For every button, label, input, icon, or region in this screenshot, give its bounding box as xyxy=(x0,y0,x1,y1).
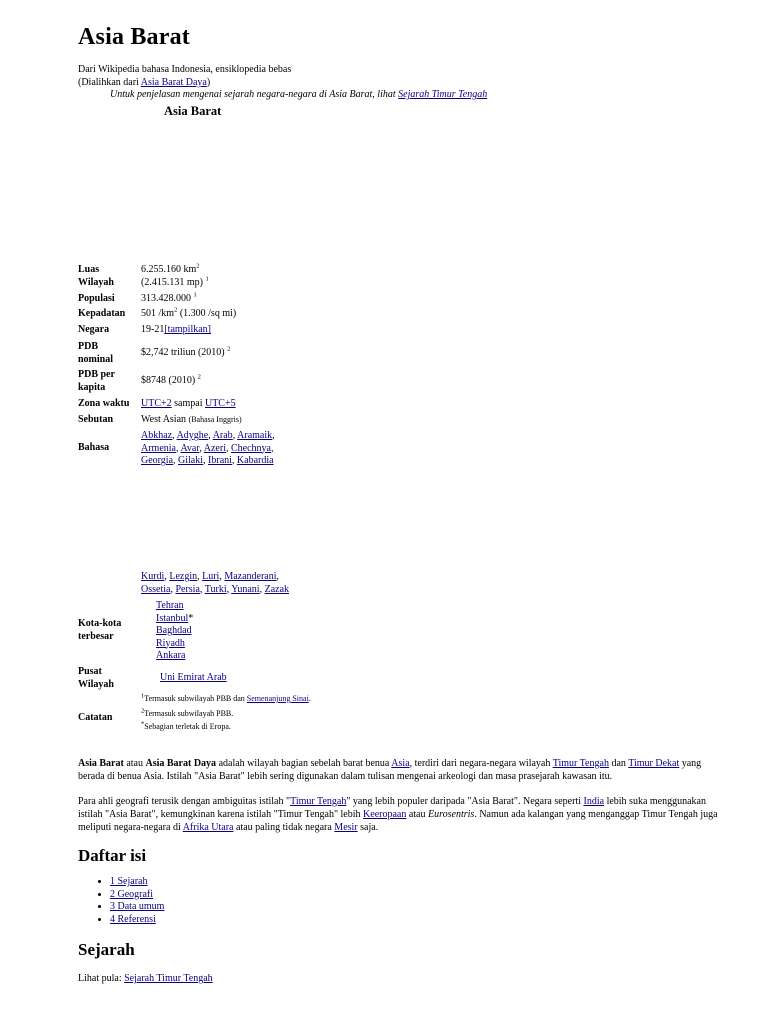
luas-ref: 1 xyxy=(205,275,209,283)
bahasa-list-bottom xyxy=(141,571,341,596)
toc-link[interactable]: 3 Data umum xyxy=(110,901,165,912)
bahasa-link[interactable]: Abkhaz xyxy=(141,430,173,441)
negara-show-toggle[interactable]: [tampilkan] xyxy=(164,324,211,335)
infobox-title: Asia Barat xyxy=(164,104,222,118)
kota-item xyxy=(156,650,396,663)
pdb-kapita-label: PDB per xyxy=(78,369,115,380)
bahasa-link[interactable]: Arab xyxy=(212,430,233,441)
bahasa-link[interactable]: Adyghe xyxy=(176,430,209,441)
sebutan-label: Sebutan xyxy=(78,414,114,425)
kota-item xyxy=(156,625,396,638)
zona-mid: sampai xyxy=(171,398,205,409)
india-link[interactable]: India xyxy=(583,796,605,807)
pusat-label: Pusat xyxy=(78,666,102,677)
bahasa-link[interactable]: Ibrani xyxy=(208,455,232,466)
pdb-nominal-label-2: nominal xyxy=(78,353,114,365)
luas-sup: 2 xyxy=(196,262,200,270)
bahasa-link[interactable]: Azeri xyxy=(203,442,226,454)
redirect-link[interactable]: Asia Barat Daya xyxy=(140,77,207,88)
afrika-utara-link[interactable]: Afrika Utara xyxy=(182,821,234,833)
kepadatan-sup: 2 xyxy=(174,306,178,314)
hatnote-text: Untuk penjelasan mengenai sejarah negara-negara di Asia Barat, lihat xyxy=(110,89,399,100)
kota-label: Kota-kota xyxy=(78,618,122,629)
populasi-value: 313.428.000 xyxy=(141,293,191,304)
bahasa-line: Abkhaz, Adyghe, Arab, Aramaik, xyxy=(141,430,275,441)
bahasa-list-top xyxy=(141,430,341,468)
pusat-link[interactable]: Uni Emirat Arab xyxy=(160,672,227,683)
kepadatan-label: Kepadatan xyxy=(78,308,126,319)
page-title: Asia Barat xyxy=(78,24,190,50)
kota-item xyxy=(156,638,396,651)
pdb-nominal-value: $2,742 triliun (2010) xyxy=(141,347,225,358)
sebutan-lang: (Bahasa Inggris) xyxy=(188,415,242,424)
pdb-nominal-ref: 2 xyxy=(227,345,231,353)
redirect-prefix: (Dialihkan dari xyxy=(78,77,141,88)
bahasa-link[interactable]: Luri xyxy=(202,571,220,582)
kepadatan-value-sqmi: (1.300 /sq mi) xyxy=(177,308,237,319)
intro-paragraph: Asia Barat atau Asia Barat Daya adalah wilayah bagian sebelah barat benua Asia, terdiri dari negara-negara wilayah Timur Tengah dan Timur Dekat yang berada di benua Asia. Istilah "Asia Barat" lebih sering digunakan dalam tulisan mengenai arkeologi dan masa prasejarah kawasan itu. xyxy=(78,758,702,782)
toc-item xyxy=(110,876,164,889)
negara-label: Negara xyxy=(78,324,110,335)
bahasa-link[interactable]: Aramaik xyxy=(237,430,273,441)
toc-link[interactable]: 1 Sejarah xyxy=(110,876,148,887)
kota-link[interactable]: Tehran xyxy=(156,600,184,611)
bahasa-line: Armenia, Avar, Azeri, Chechnya, xyxy=(141,442,274,454)
bahasa-link[interactable]: Zazak xyxy=(264,583,290,595)
bahasa-link[interactable]: Turki xyxy=(204,583,227,595)
bahasa-link[interactable]: Georgia xyxy=(141,455,174,466)
toc-link[interactable]: 2 Geografi xyxy=(110,888,154,900)
kota-label-2: terbesar xyxy=(78,630,114,642)
redirect-suffix: ) xyxy=(206,77,211,88)
populasi-label: Populasi xyxy=(78,293,115,304)
luas-value-mp: (2.415.131 mp) xyxy=(141,276,203,288)
pdb-kapita-value: $8748 (2010) xyxy=(141,375,196,386)
utc5-link[interactable]: UTC+5 xyxy=(204,398,236,409)
bahasa-line: Ossetia, Persia, Turki, Yunani, Zazak xyxy=(141,583,290,595)
kota-item xyxy=(156,600,396,613)
kota-item xyxy=(156,613,396,626)
mesir-link[interactable]: Mesir xyxy=(334,821,358,833)
bahasa-link[interactable]: Kabardia xyxy=(236,455,274,466)
kota-link[interactable]: Baghdad xyxy=(156,625,192,636)
toc-item xyxy=(110,889,164,902)
bahasa-link[interactable]: Kurdi xyxy=(141,571,165,582)
hatnote xyxy=(110,89,487,102)
kota-link[interactable]: Ankara xyxy=(156,650,186,661)
bahasa-link[interactable]: Persia xyxy=(175,583,200,595)
keeropaan-link[interactable]: Keeropaan xyxy=(363,808,407,820)
redirect-note xyxy=(78,77,210,90)
note-3: *Sebagian terletak di Eropa. xyxy=(141,720,231,731)
see-also: Lihat pula: Sejarah Timur Tengah xyxy=(78,973,213,984)
second-paragraph: Para ahli geografi terusik dengan ambiguitas istilah "Timur Tengah" yang lebih populer daripada "Asia Barat". Negara seperti India lebih suka menggunakan istilah "Asia Barat", kemungkinan karena istilah "Timur Tengah" lebih Keeropaan atau Eurosentris. Namun ada kalangan yang menganggap Timur Tengah juga meliputi negara-negara di Afrika Utara atau paling tidak negara Mesir saja. xyxy=(78,796,718,833)
hatnote-link[interactable]: Sejarah Timur Tengah xyxy=(398,89,488,100)
asia-link[interactable]: Asia xyxy=(391,758,410,769)
bahasa-line: Georgia, Gilaki, Ibrani, Kabardia xyxy=(141,455,274,466)
toc-heading: Daftar isi xyxy=(78,846,147,865)
note-2: $^2$Termasuk subwilayah PBB. xyxy=(141,706,234,718)
utc2-link[interactable]: UTC+2 xyxy=(141,398,172,409)
pdb-kapita-ref: 2 xyxy=(197,373,201,381)
toc-item xyxy=(110,901,164,914)
catatan-label: Catatan xyxy=(78,712,113,723)
timur-dekat-link[interactable]: Timur Dekat xyxy=(628,758,680,769)
kota-link[interactable]: Riyadh xyxy=(156,637,185,649)
bahasa-link[interactable]: Avar xyxy=(180,442,200,454)
bahasa-line: Kurdi, Lezgin, Luri, Mazanderani, xyxy=(141,571,280,582)
toc-item xyxy=(110,914,164,927)
toc-list xyxy=(78,876,164,926)
bahasa-link[interactable]: Armenia xyxy=(141,442,176,454)
site-subtitle: Dari Wikipedia bahasa Indonesia, ensiklopedia bebas xyxy=(78,64,292,75)
zona-label: Zona waktu xyxy=(78,398,130,409)
populasi-ref: 1 xyxy=(193,291,197,299)
bahasa-link[interactable]: Ossetia xyxy=(141,583,171,595)
negara-value: 19-21 xyxy=(141,324,165,335)
kota-link[interactable]: Istanbul xyxy=(156,612,189,624)
sebutan-value: West Asian xyxy=(141,414,187,425)
luas-value: 6.255.160 km xyxy=(141,264,197,275)
istanbul-mark: * xyxy=(188,612,194,624)
bahasa-link[interactable]: Lezgin xyxy=(169,571,198,582)
see-also-link[interactable]: Sejarah Timur Tengah xyxy=(124,973,213,984)
luas-label: Luas xyxy=(78,264,100,275)
bahasa-link[interactable]: Mazanderani xyxy=(224,571,277,582)
note-1-link[interactable]: Semenanjung Sinai xyxy=(246,694,309,703)
timur-tengah-link[interactable]: Timur Tengah xyxy=(552,758,609,769)
pdb-kapita-label-2: kapita xyxy=(78,381,106,393)
pusat-label-2: Wilayah xyxy=(78,678,114,690)
toc-link[interactable]: 4 Referensi xyxy=(110,913,156,925)
bahasa-link[interactable]: Chechnya xyxy=(230,442,271,454)
luas-label-2: Wilayah xyxy=(78,276,114,288)
kota-list xyxy=(156,600,396,663)
pdb-nominal-label: PDB xyxy=(78,341,98,352)
kepadatan-value: 501 /km xyxy=(141,308,175,319)
note-1: $^1$Termasuk subwilayah PBB dan Semenanjung Sinai. xyxy=(141,692,311,703)
bahasa-link[interactable]: Yunani xyxy=(231,583,260,595)
sejarah-heading: Sejarah xyxy=(78,940,135,959)
bahasa-link[interactable]: Gilaki xyxy=(178,455,204,466)
bahasa-label: Bahasa xyxy=(78,442,110,453)
timur-tengah-link-2[interactable]: Timur Tengah xyxy=(290,796,347,807)
